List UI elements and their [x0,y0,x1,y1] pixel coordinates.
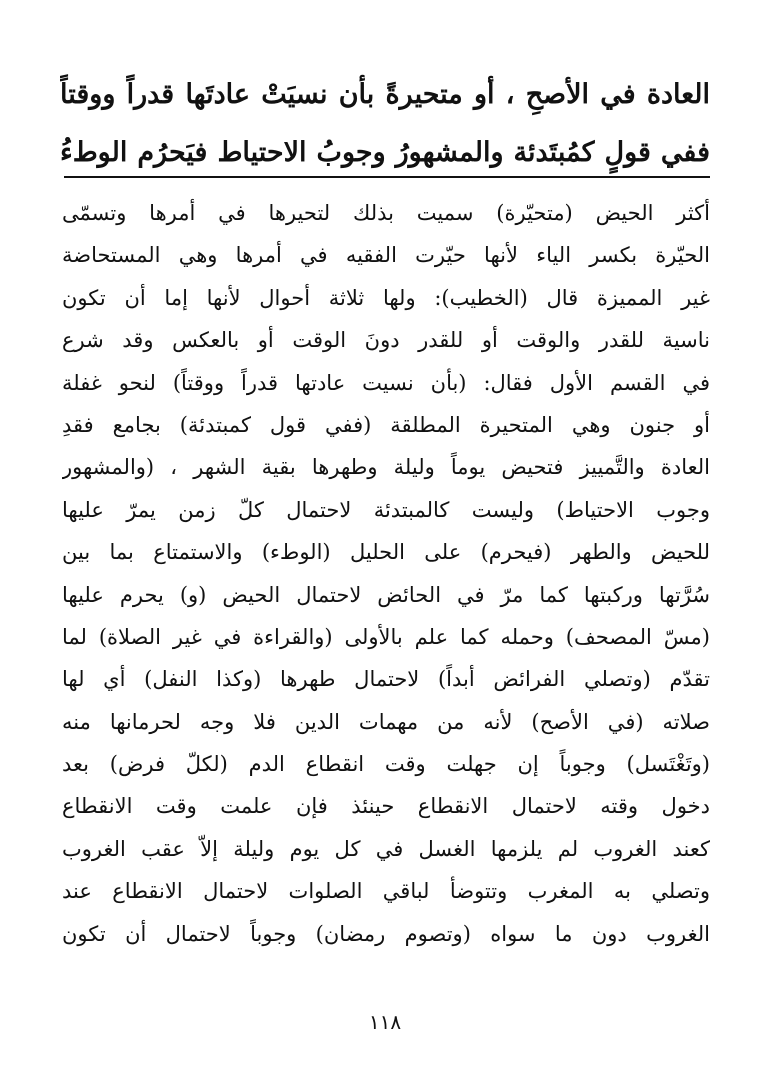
commentary-line-10: سُرَّتها وركبتها كما مرّ في الحائض لاحتمال الحيض (و) يحرم عليها [62,582,710,607]
commentary-line-15: دخول وقته لاحتمال الانقطاع حينئذ فإن علمت وقت الانقطاع [62,794,710,819]
commentary-line-6: أو جنون وهي المتحيرة المطلقة (ففي قول كمبتدئة) بجامع فقدِ [62,412,710,437]
commentary-line-11: (مسّ المصحف) وحمله كما علم بالأولى (والقراءة في غير الصلاة) لما [62,624,710,649]
commentary-line-13: صلاته (في الأصح) لأنه من مهمات الدين فلا وجه لحرمانها منه [62,709,710,734]
main-text-block [60,66,710,182]
commentary-line-5: في القسم الأول فقال: (بأن نسيت عادتها قدراً ووقتاً) لنحو غفلة [62,370,710,395]
commentary-line-12: تقدّم (وتصلي الفرائض أبداً) لاحتمال طهرها (وكذا النفل) أي لها [62,667,710,692]
commentary-line-8: وجوب الاحتياط) وليست كالمبتدئة لاحتمال كلّ زمن يمرّ عليها [62,497,710,522]
commentary-line-1: أكثر الحيض (متحيّرة) سميت بذلك لتحيرها في أمرها وتسمّى [62,201,710,225]
page-number: ١١٨ [368,1010,402,1034]
commentary-line-14: (وتَغْتَسل) وجوباً إن جهلت وقت انقطاع الدم (لكلّ فرض) بعد [62,752,710,777]
commentary-line-9: للحيض والطهر (فيحرم) على الحليل (الوطء) والاستمتاع بما بين [62,540,710,565]
commentary-line-4: ناسية للقدر والوقت أو للقدر دونَ الوقت أو بالعكس وقد شرع [62,328,710,353]
commentary-text-block [62,192,710,955]
commentary-line-3: غير المميزة قال (الخطيب): ولها ثلاثة أحوال لأنها إما أن تكون [62,285,710,310]
commentary-line-18: الغروب دون ما سواه (وتصوم رمضان) وجوباً لاحتمال أن تكون [62,921,710,946]
commentary-line-2: الحيّرة بكسر الياء لأنها حيّرت الفقيه في أمرها وهي المستحاضة [62,243,710,268]
main-text-line-1: العادة في الأصحِ ، أو متحيرةً بأن نسيَتْ عادتَها قدراً ووقتاً [60,79,710,110]
commentary-line-16: كعند الغروب لم يلزمها الغسل في كل يوم وليلة إلاّ عقب الغروب [62,836,710,861]
commentary-line-7: العادة والتَّمييز فتحيض يوماً وليلة وطهرها بقية الشهر ، (والمشهور [62,455,710,480]
section-divider [64,176,710,178]
commentary-line-17: وتصلي به المغرب وتتوضأ لباقي الصلوات لاحتمال الانقطاع عند [62,879,710,904]
main-text-line-2: ففي قولٍ كمُبتَدئة والمشهورُ وجوبُ الاحتياط فيَحرُم الوطءُ [60,137,710,168]
